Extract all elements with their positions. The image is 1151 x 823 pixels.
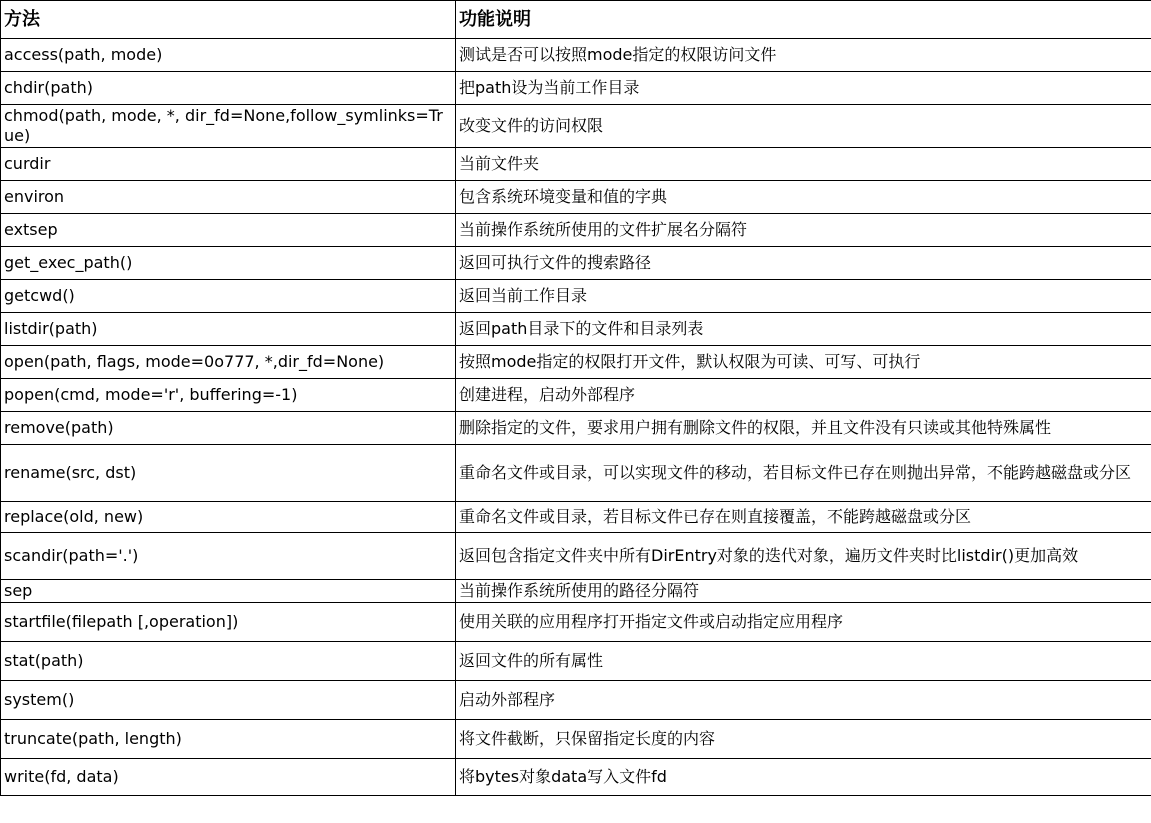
method-cell: getcwd() <box>1 280 456 313</box>
description-cell: 将文件截断，只保留指定长度的内容 <box>456 720 1151 759</box>
table-row <box>1 379 1151 412</box>
description-cell: 重命名文件或目录，可以实现文件的移动，若目标文件已存在则抛出异常，不能跨越磁盘或分区 <box>456 445 1151 502</box>
header-description: 功能说明 <box>456 1 1151 39</box>
table-row <box>1 533 1151 580</box>
method-cell: replace(old, new) <box>1 502 456 533</box>
method-cell: environ <box>1 181 456 214</box>
description-cell: 创建进程，启动外部程序 <box>456 379 1151 412</box>
table-row <box>1 445 1151 502</box>
method-cell: startfile(filepath [,operation]) <box>1 603 456 642</box>
table-row <box>1 214 1151 247</box>
method-cell: curdir <box>1 148 456 181</box>
table-row <box>1 346 1151 379</box>
method-cell: open(path, flags, mode=0o777, *,dir_fd=None) <box>1 346 456 379</box>
description-cell: 使用关联的应用程序打开指定文件或启动指定应用程序 <box>456 603 1151 642</box>
description-cell: 启动外部程序 <box>456 681 1151 720</box>
table-row <box>1 181 1151 214</box>
description-cell: 返回文件的所有属性 <box>456 642 1151 681</box>
description-cell: 返回path目录下的文件和目录列表 <box>456 313 1151 346</box>
table-row <box>1 603 1151 642</box>
method-cell: access(path, mode) <box>1 39 456 72</box>
description-cell: 按照mode指定的权限打开文件，默认权限为可读、可写、可执行 <box>456 346 1151 379</box>
method-cell: write(fd, data) <box>1 759 456 796</box>
table-row <box>1 148 1151 181</box>
table-row <box>1 720 1151 759</box>
table-row <box>1 313 1151 346</box>
table-row <box>1 681 1151 720</box>
description-cell: 删除指定的文件，要求用户拥有删除文件的权限，并且文件没有只读或其他特殊属性 <box>456 412 1151 445</box>
method-cell: stat(path) <box>1 642 456 681</box>
header-row <box>1 1 1151 39</box>
table-row <box>1 247 1151 280</box>
method-cell: scandir(path='.') <box>1 533 456 580</box>
method-cell: get_exec_path() <box>1 247 456 280</box>
table-row <box>1 759 1151 796</box>
method-cell: listdir(path) <box>1 313 456 346</box>
description-cell: 返回包含指定文件夹中所有DirEntry对象的迭代对象，遍历文件夹时比listdir()更加高效 <box>456 533 1151 580</box>
table-row <box>1 580 1151 603</box>
description-cell: 返回当前工作目录 <box>456 280 1151 313</box>
header-method: 方法 <box>1 1 456 39</box>
table-row <box>1 502 1151 533</box>
description-cell: 把path设为当前工作目录 <box>456 72 1151 105</box>
method-cell: remove(path) <box>1 412 456 445</box>
method-cell: chdir(path) <box>1 72 456 105</box>
table-row <box>1 105 1151 148</box>
method-cell: system() <box>1 681 456 720</box>
method-cell: popen(cmd, mode='r', buffering=-1) <box>1 379 456 412</box>
table-row <box>1 412 1151 445</box>
description-cell: 当前操作系统所使用的文件扩展名分隔符 <box>456 214 1151 247</box>
table-row <box>1 39 1151 72</box>
description-cell: 返回可执行文件的搜索路径 <box>456 247 1151 280</box>
description-cell: 改变文件的访问权限 <box>456 105 1151 148</box>
description-cell: 当前文件夹 <box>456 148 1151 181</box>
description-cell: 重命名文件或目录，若目标文件已存在则直接覆盖，不能跨越磁盘或分区 <box>456 502 1151 533</box>
method-cell: rename(src, dst) <box>1 445 456 502</box>
table-row <box>1 642 1151 681</box>
method-cell: truncate(path, length) <box>1 720 456 759</box>
table-row <box>1 280 1151 313</box>
table-row <box>1 72 1151 105</box>
method-cell: sep <box>1 580 456 603</box>
description-cell: 包含系统环境变量和值的字典 <box>456 181 1151 214</box>
method-cell: extsep <box>1 214 456 247</box>
description-cell: 当前操作系统所使用的路径分隔符 <box>456 580 1151 603</box>
method-cell: chmod(path, mode, *, dir_fd=None,follow_symlinks=True) <box>1 105 456 148</box>
description-cell: 测试是否可以按照mode指定的权限访问文件 <box>456 39 1151 72</box>
description-cell: 将bytes对象data写入文件fd <box>456 759 1151 796</box>
